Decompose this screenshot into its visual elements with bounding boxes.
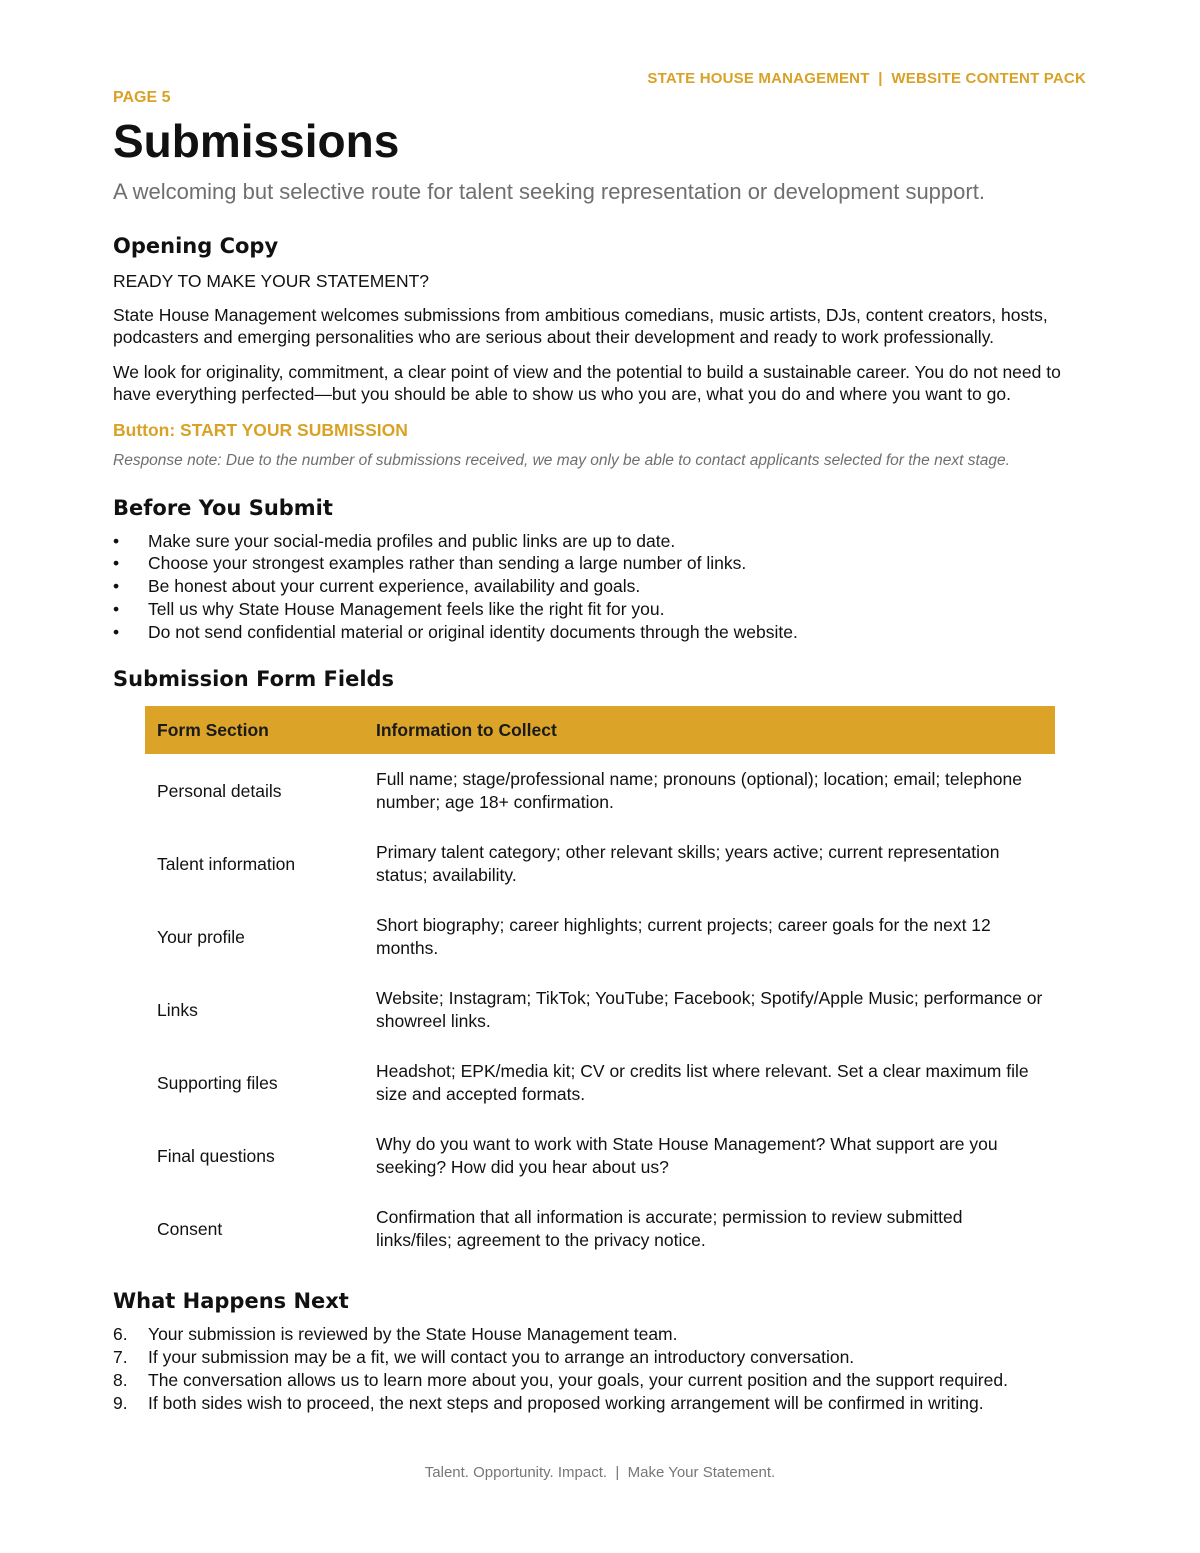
step-number: 9.: [113, 1392, 128, 1413]
page-title: Submissions: [113, 115, 400, 167]
list-item-text: Make sure your social-media profiles and public links are up to date.: [148, 530, 676, 551]
list-item-text: Do not send confidential material or original identity documents through the website.: [148, 621, 798, 642]
page-label: PAGE 5: [113, 89, 171, 106]
form-section-cell: Final questions: [157, 1145, 275, 1166]
what-happens-next-section: [113, 1287, 1088, 1414]
list-item-text: Choose your strongest examples rather than sending a large number of links.: [148, 553, 747, 574]
information-cell: Primary talent category; other relevant skills; years active; current representation status; availability.: [376, 842, 1000, 885]
before-you-submit-section: [113, 494, 1088, 644]
list-item: [113, 598, 1088, 621]
list-item: [113, 552, 1088, 575]
list-item: [113, 530, 1088, 553]
column-header-form-section: Form Section: [145, 706, 364, 754]
form-section-cell: Consent: [157, 1218, 223, 1239]
opening-paragraph: We look for originality, commitment, a clear point of view and the potential to build a sustainable career. You do not need to have everything perfected—but you should be able to show us who you are, what you do and where you want to go.: [113, 361, 1061, 404]
table-row: [145, 1192, 1055, 1265]
opening-copy-heading: Opening Copy: [113, 234, 279, 258]
step-text: If both sides wish to proceed, the next steps and proposed working arrangement will be confirmed in writing.: [148, 1392, 984, 1413]
submission-form-fields-section: [113, 665, 1088, 1265]
step-text: The conversation allows us to learn more about you, your goals, your current position and the support required.: [148, 1370, 1008, 1391]
bullet-icon: •: [113, 553, 120, 574]
next-steps-list: [113, 1323, 1088, 1414]
information-cell: Full name; stage/professional name; pronouns (optional); location; email; telephone number; age 18+ confirmation.: [376, 769, 1022, 812]
information-cell: Headshot; EPK/media kit; CV or credits list where relevant. Set a clear maximum file size and accepted formats.: [376, 1061, 1029, 1104]
step-number: 8.: [113, 1370, 128, 1391]
list-item-text: Be honest about your current experience, availability and goals.: [148, 576, 641, 597]
form-fields-table: [145, 706, 1055, 1265]
opening-copy-section: [113, 232, 1088, 471]
step-text: Your submission is reviewed by the State House Management team.: [148, 1324, 678, 1345]
information-cell: Short biography; career highlights; current projects; career goals for the next 12 months.: [376, 915, 991, 958]
response-note: Response note: Due to the number of submissions received, we may only be able to contact applicants selected for the next stage.: [113, 451, 1010, 469]
table-row: [145, 754, 1055, 827]
bullet-icon: •: [113, 598, 120, 619]
step-text: If your submission may be a fit, we will contact you to arrange an introductory conversation.: [148, 1347, 855, 1368]
list-item: [113, 575, 1088, 598]
opening-paragraph: State House Management welcomes submissions from ambitious comedians, music artists, DJs, content creators, hosts, podcasters and emerging personalities who are serious about their development and ready to work professionally.: [113, 304, 1048, 347]
table-row: [145, 827, 1055, 900]
form-section-cell: Links: [157, 999, 198, 1020]
bullet-icon: •: [113, 530, 120, 551]
list-item: [113, 1346, 1088, 1369]
form-section-cell: Talent information: [157, 853, 296, 874]
step-number: 7.: [113, 1347, 128, 1368]
information-cell: Website; Instagram; TikTok; YouTube; Facebook; Spotify/Apple Music; performance or showreel links.: [376, 988, 1043, 1031]
bullet-icon: •: [113, 621, 120, 642]
submission-form-fields-heading: Submission Form Fields: [113, 667, 395, 692]
page-footer: Talent. Opportunity. Impact. | Make Your Statement.: [424, 1464, 776, 1481]
running-header: STATE HOUSE MANAGEMENT | WEBSITE CONTENT PACK: [647, 70, 1086, 87]
before-you-submit-heading: Before You Submit: [113, 495, 333, 520]
what-happens-next-heading: What Happens Next: [113, 1289, 349, 1314]
list-item: [113, 1323, 1088, 1346]
list-item: [113, 1369, 1088, 1392]
table-row: [145, 1119, 1055, 1192]
table-row: [145, 900, 1055, 973]
bullet-icon: •: [113, 576, 120, 597]
step-number: 6.: [113, 1324, 128, 1345]
information-cell: Why do you want to work with State House Management? What support are you seeking? How did you hear about us?: [376, 1134, 998, 1177]
list-item: [113, 1392, 1088, 1415]
start-submission-button-label: Button: START YOUR SUBMISSION: [113, 419, 408, 440]
form-section-cell: Supporting files: [157, 1072, 278, 1093]
before-you-submit-list: [113, 530, 1088, 644]
list-item: [113, 621, 1088, 644]
form-section-cell: Your profile: [157, 926, 245, 947]
page-content: [113, 88, 1088, 1415]
column-header-information: Information to Collect: [364, 706, 1055, 754]
table-row: [145, 1046, 1055, 1119]
form-section-cell: Personal details: [157, 780, 282, 801]
table-row: [145, 973, 1055, 1046]
list-item-text: Tell us why State House Management feels like the right fit for you.: [148, 598, 665, 619]
table-header-row: [145, 706, 1055, 754]
opening-kicker: READY TO MAKE YOUR STATEMENT?: [113, 271, 430, 291]
page-subtitle: A welcoming but selective route for talent seeking representation or development support.: [113, 179, 985, 204]
information-cell: Confirmation that all information is accurate; permission to review submitted links/files; agreement to the privacy notice.: [376, 1207, 963, 1250]
